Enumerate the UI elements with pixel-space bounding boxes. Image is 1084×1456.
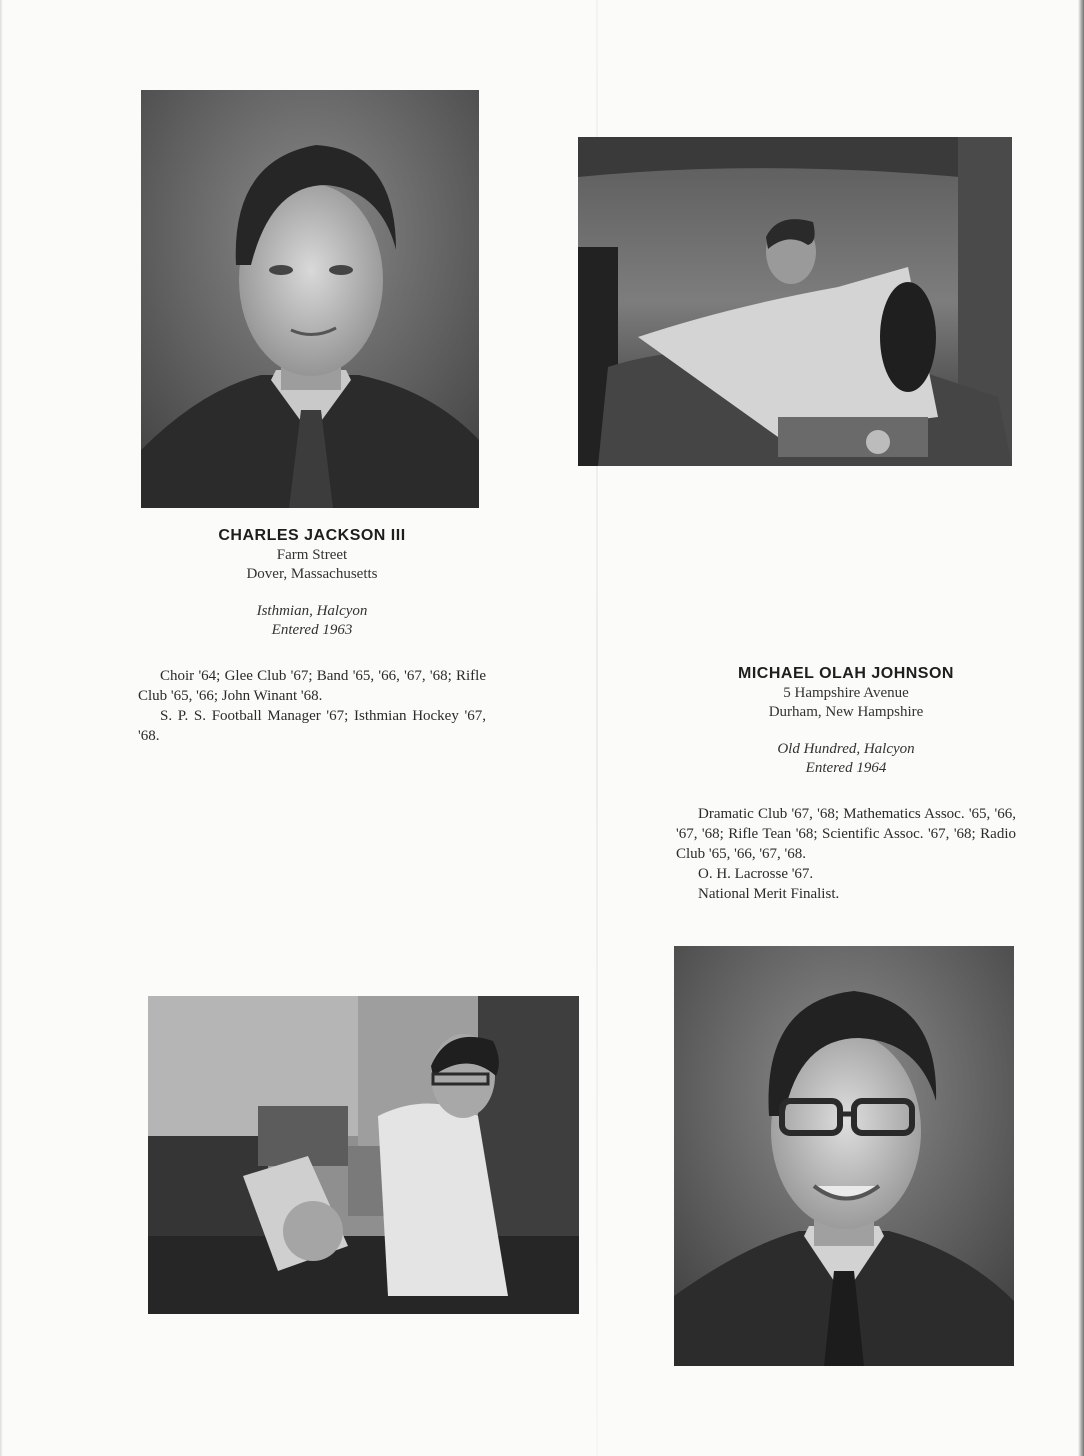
student-entered: Entered 1963 — [271, 622, 353, 638]
charles-jackson-portrait — [141, 90, 479, 508]
activities-paragraph: Choir '64; Glee Club '67; Band '65, '66, '67, '68; Rifle Club '65, '66; John Winant '68. — [138, 668, 486, 704]
michael-johnson-candid-photo — [148, 996, 579, 1314]
michael-johnson-portrait — [674, 946, 1014, 1366]
activities-paragraph: National Merit Finalist. — [698, 886, 840, 902]
portrait-image — [141, 90, 479, 508]
student-houses: Old Hundred, Halcyon — [777, 741, 915, 757]
michael-johnson-entry — [676, 664, 1016, 904]
charles-jackson-candid-photo — [578, 137, 1012, 466]
candid-image — [148, 996, 579, 1314]
candid-image — [578, 137, 1012, 466]
student-activities — [676, 804, 1016, 904]
student-city: Durham, New Hampshire — [768, 704, 924, 720]
student-name: CHARLES JACKSON III — [218, 527, 406, 544]
portrait-image — [674, 946, 1014, 1366]
student-street: Farm Street — [276, 547, 348, 563]
charles-jackson-entry — [138, 526, 486, 746]
activities-paragraph: Dramatic Club '67, '68; Mathematics Assoc. '65, '66, '67, '68; Rifle Tean '68; Scientific Assoc. '67, '68; Radio Club '65, '66, '67, '68. — [676, 806, 1016, 862]
activities-paragraph: S. P. S. Football Manager '67; Isthmian Hockey '67, '68. — [138, 708, 486, 744]
page-left-edge — [0, 0, 3, 1456]
page-right-edge — [1078, 0, 1084, 1456]
student-activities — [138, 666, 486, 746]
student-city: Dover, Massachusetts — [246, 566, 378, 582]
student-name: MICHAEL OLAH JOHNSON — [738, 665, 954, 682]
student-entered: Entered 1964 — [805, 760, 887, 776]
student-street: 5 Hampshire Avenue — [783, 685, 909, 701]
activities-paragraph: O. H. Lacrosse '67. — [698, 866, 814, 882]
student-houses: Isthmian, Halcyon — [256, 603, 368, 619]
